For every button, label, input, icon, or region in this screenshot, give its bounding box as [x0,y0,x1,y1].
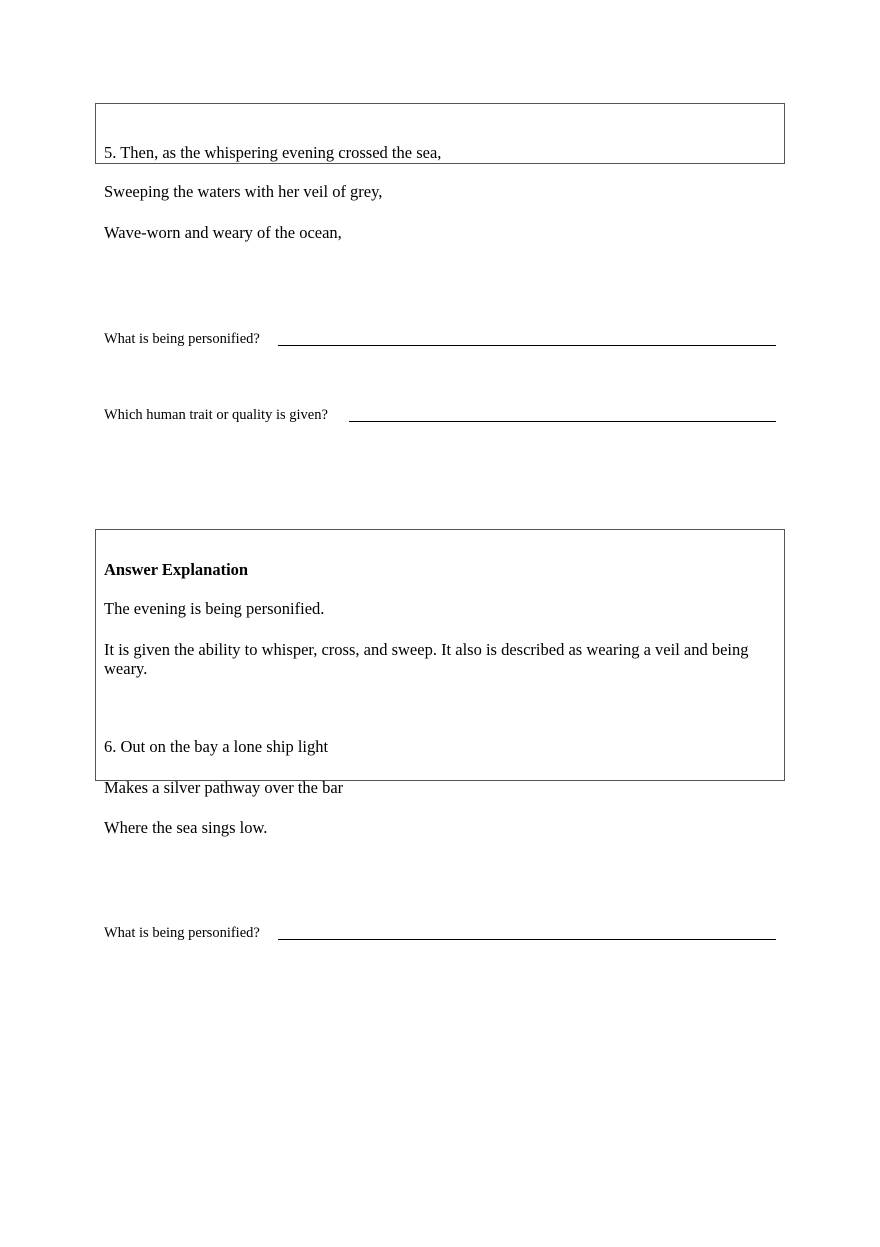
answer-explanation-text: It is given the ability to whisper, cross, and sweep. It also is described as wearing a veil and being weary. [104,640,749,678]
question-6-personified-prompt: What is being personified? [104,925,260,941]
question-6-personified-answer-blank[interactable] [278,939,776,940]
question-5-personified-prompt: What is being personified? [104,331,260,347]
question-6-line-1: 6. Out on the bay a lone ship light [104,737,329,756]
answer-explanation-answer: The evening is being personified. [104,599,325,618]
question-6-line-2: Makes a silver pathway over the bar [104,778,344,797]
question-5-trait-answer-blank[interactable] [349,421,776,422]
question-5-line-3: Wave-worn and weary of the ocean, [104,223,342,242]
question-6-line-3: Where the sea sings low. [104,818,268,837]
question-5-personified-answer-blank[interactable] [278,345,776,346]
question-5-trait-prompt: Which human trait or quality is given? [104,407,328,423]
question-5-line-2: Sweeping the waters with her veil of grey, [104,182,383,201]
answer-explanation-heading: Answer Explanation [104,560,249,579]
question-5-line-1: 5. Then, as the whispering evening crossed the sea, [104,143,442,162]
